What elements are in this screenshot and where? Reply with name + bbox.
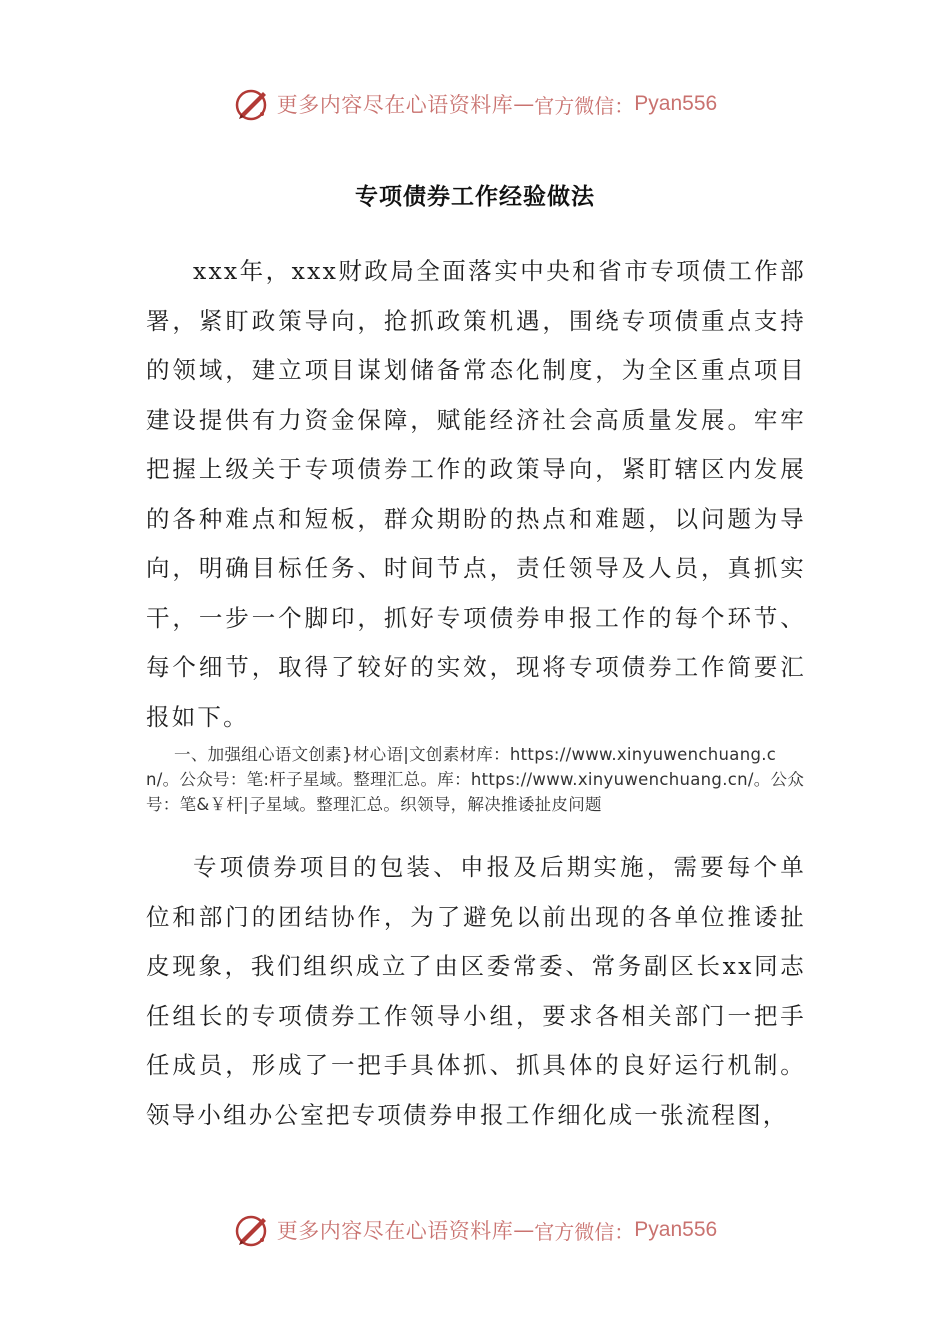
banner-separator: — <box>513 1218 535 1242</box>
banner-text: 更多内容尽在心语资料库 <box>276 93 514 117</box>
document-title: 专项债券工作经验做法 <box>355 183 595 210</box>
banner-wechat-label: 官方微信： <box>534 93 635 118</box>
pen-circle-logo-icon <box>233 1210 273 1250</box>
paragraph-section-one: 专项债券项目的包装、申报及后期实施，需要每个单位和部门的团结协作，为了避免以前出现的各单位推诿扯皮现象，我们组织成立了由区委常委、常务副区长xx同志任组长的专项债券工作领导小组，要求各相关部门一把手任成员，形成了一把手具体抓、抓具体的良好运行机制。领导小组办公室把专项债券申报工作细化成一张流程图， <box>146 853 806 1129</box>
banner-wechat-id: Pyan556 <box>634 92 718 115</box>
paragraph-intro: xxx年，xxx财政局全面落实中央和省市专项债工作部署，紧盯政策导向，抢抓政策机遇，围绕专项债重点支持的领域，建立项目谋划储备常态化制度，为全区重点项目建设提供有力资金保障，赋能经济社会高质量发展。牢牢把握上级关于专项债券工作的政策导向，紧盯辖区内发展的各种难点和短板，群众期盼的热点和难题，以问题为导向，明确目标任务、时间节点，责任领导及人员，真抓实干，一步一个脚印，抓好专项债券申报工作的每个环节、每个细节，取得了较好的实效，现将专项债券工作简要汇报如下。 <box>146 257 806 731</box>
banner-wechat-label: 官方微信： <box>534 1219 635 1244</box>
banner-separator: — <box>513 92 535 116</box>
pen-circle-logo-icon <box>233 84 273 124</box>
footer-banner <box>0 1206 950 1254</box>
section-heading-note: 一、加强组心语文创素}材心语|文创素材库：https://www.xinyuwenchuang.cn/。公众号：笔:杆子星域。整理汇总。库：https://www.xinyuwenchuang.cn/。公众号：笔&￥杆|子星域。整理汇总。织领导，解决推诿扯皮问题 <box>146 745 805 814</box>
banner-text: 更多内容尽在心语资料库 <box>276 1219 514 1243</box>
banner-wechat-id: Pyan556 <box>634 1218 718 1241</box>
header-banner <box>0 80 950 128</box>
